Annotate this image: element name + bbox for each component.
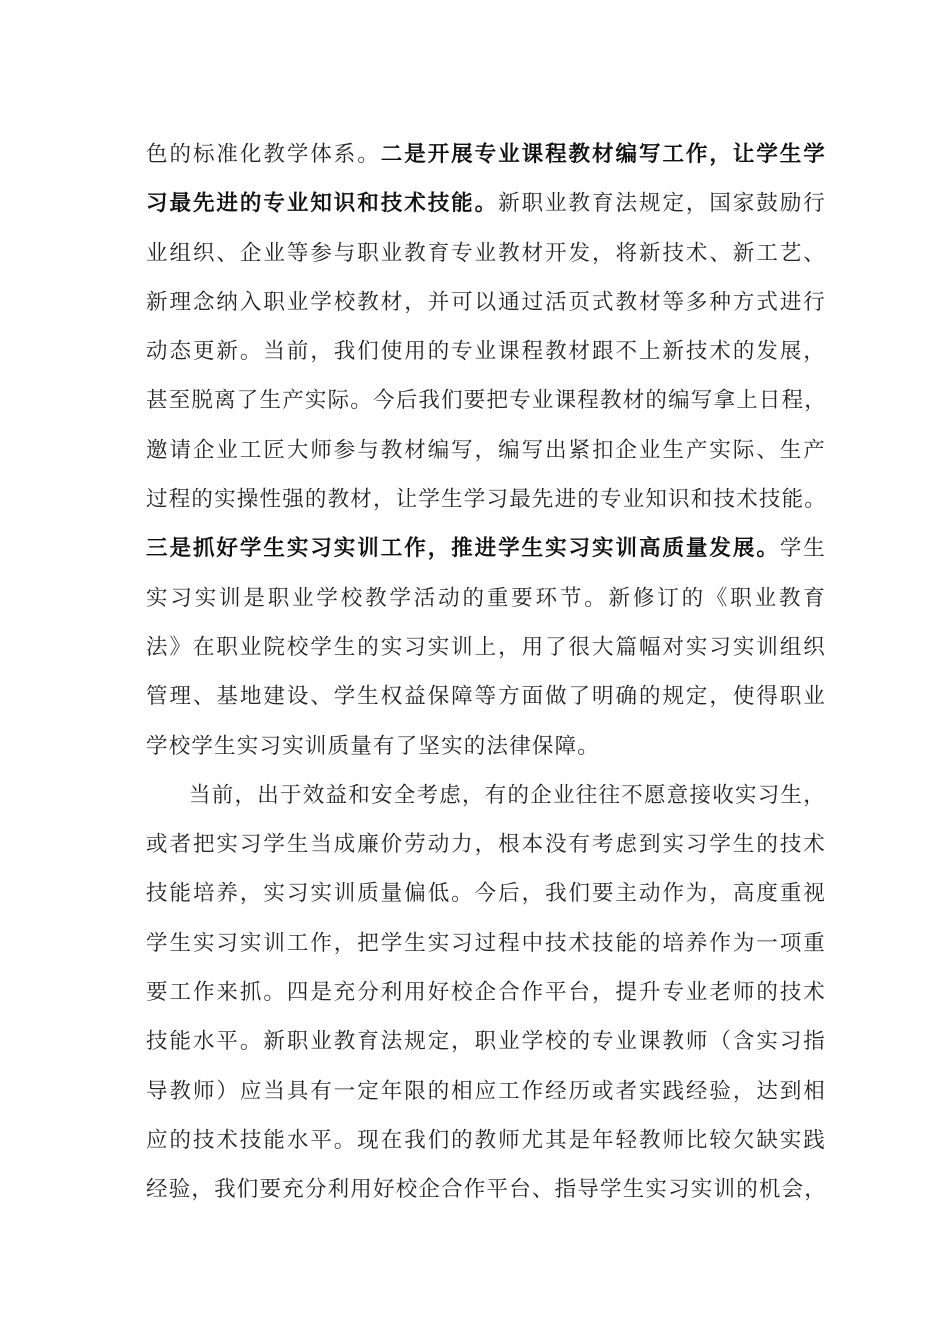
body-text [146,130,826,1215]
paragraph-text: 学生实习实训工作，把学生实习过程中技术技能的培养作为一项重 [146,930,826,956]
paragraph-text: 导教师）应当具有一定年限的相应工作经历或者实践经验，达到相 [146,1078,826,1104]
paragraph-text: 当前，出于效益和安全考虑，有的企业往往不愿意接收实习生， [189,782,826,808]
text-line [146,722,826,771]
text-line [146,1067,826,1116]
paragraph-text: 动态更新。当前，我们使用的专业课程教材跟不上新技术的发展， [146,339,826,365]
bold-heading-text: 二是开展专业课程教材编写工作，让学生学 [380,142,826,167]
paragraph-text: 法》在职业院校学生的实习实训上，用了很大篇幅对实习实训组织 [146,634,826,660]
paragraph-text: 邀请企业工匠大师参与教材编写，编写出紧扣企业生产实际、生产 [146,437,826,463]
paragraph-text: 管理、基地建设、学生权益保障等方面做了明确的规定，使得职业 [146,684,826,710]
text-line [146,475,826,524]
text-line [146,229,826,278]
text-line [146,672,826,721]
paragraph-text: 色的标准化教学体系。 [146,142,381,167]
text-line [146,574,826,623]
paragraph-text: 实习实训是职业学校教学活动的重要环节。新修订的《职业教育 [146,585,826,611]
paragraph-text: 应的技术技能水平。现在我们的教师尤其是年轻教师比较欠缺实践 [146,1127,826,1153]
text-line [146,623,826,672]
paragraph-text: 或者把实习学生当成廉价劳动力，根本没有考虑到实习学生的技术 [146,832,826,858]
paragraph-text: 新职业教育法规定，国家鼓励行 [498,191,826,217]
paragraph-text: 业组织、企业等参与职业教育专业教材开发，将新技术、新工艺、 [146,240,826,266]
paragraph-text: 经验，我们要充分利用好校企合作平台、指导学生实习实训的机会， [146,1177,828,1203]
paragraph-text: 技能水平。新职业教育法规定，职业学校的专业课教师（含实习指 [146,1029,826,1055]
text-line [146,771,826,820]
text-line [146,278,826,327]
text-line [146,524,826,573]
paragraph-text: 学生 [779,536,827,562]
paragraph-text: 学校学生实习实训质量有了坚实的法律保障。 [146,733,601,759]
paragraph-text: 甚至脱离了生产实际。今后我们要把专业课程教材的编写拿上日程， [146,388,828,414]
text-line [146,820,826,869]
text-line [146,1165,826,1214]
text-line [146,1017,826,1066]
text-line [146,179,826,228]
text-line [146,1116,826,1165]
text-line [146,327,826,376]
bold-heading-text: 习最先进的专业知识和技术技能。 [146,191,499,217]
text-line [146,426,826,475]
text-line [146,376,826,425]
paragraph-text: 新理念纳入职业学校教材，并可以通过活页式教材等多种方式进行 [146,289,826,315]
text-line [146,919,826,968]
paragraph-text: 要工作来抓。四是充分利用好校企合作平台，提升专业老师的技术 [146,980,826,1006]
paragraph-text: 过程的实操性强的教材，让学生学习最先进的专业知识和技术技能。 [146,487,828,513]
text-line [146,130,826,179]
paragraph-text: 技能培养，实习实训质量偏低。今后，我们要主动作为，高度重视 [146,881,826,907]
bold-heading-text: 三是抓好学生实习实训工作，推进学生实习实训高质量发展。 [146,536,780,562]
text-line [146,869,826,918]
text-line [146,968,826,1017]
